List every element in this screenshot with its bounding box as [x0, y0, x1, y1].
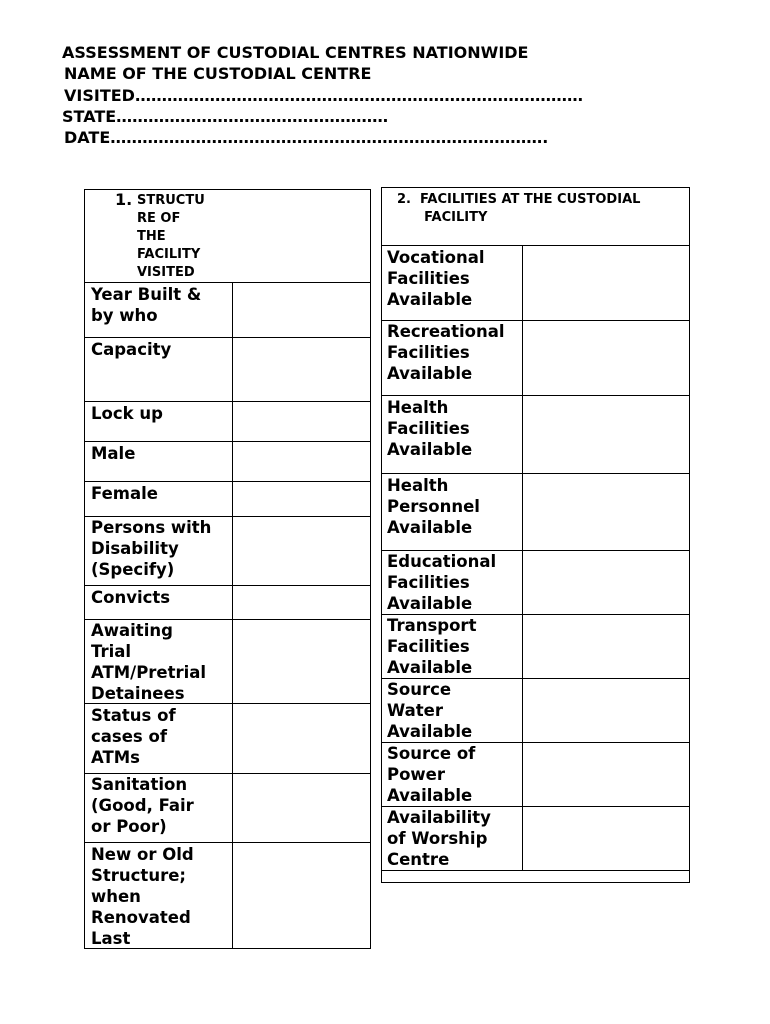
row-status-cases-label: Status of cases of ATMs [91, 706, 176, 767]
input-awaiting-trial[interactable] [233, 620, 370, 703]
input-year-built[interactable] [233, 283, 370, 337]
input-health-personnel[interactable] [523, 474, 689, 550]
row-water-label: Source Water Available [387, 680, 473, 741]
row-worship-label: Availability of Worship Centre [387, 808, 491, 869]
input-vocational[interactable] [523, 246, 689, 320]
input-disability[interactable] [233, 517, 370, 585]
state-field[interactable]: STATE…………………………………………… [62, 107, 389, 126]
input-worship[interactable] [523, 807, 689, 870]
input-educational[interactable] [523, 551, 689, 614]
row-convicts-label: Convicts [91, 588, 171, 607]
input-recreational[interactable] [523, 321, 689, 395]
row-awaiting-trial-label: Awaiting Trial ATM/Pretrial Detainees [91, 621, 207, 703]
input-transport[interactable] [523, 615, 689, 678]
input-male[interactable] [233, 442, 370, 481]
section1-title: STRUCTU RE OF THE FACILITY VISITED [137, 193, 205, 280]
input-female[interactable] [233, 482, 370, 516]
input-sanitation[interactable] [233, 774, 370, 842]
input-status-cases[interactable] [233, 704, 370, 773]
input-water[interactable] [523, 679, 689, 742]
row-disability-label: Persons with Disability (Specify) [91, 518, 212, 579]
row-sanitation-label: Sanitation (Good, Fair or Poor) [91, 775, 194, 836]
row-educational-label: Educational Facilities Available [387, 552, 497, 613]
row-capacity-label: Capacity [91, 340, 172, 359]
row-structure-label: New or Old Structure; when Renovated Last [91, 845, 194, 948]
input-health-facilities[interactable] [523, 396, 689, 473]
row-year-built-label: Year Built & by who [91, 285, 202, 325]
row-recreational-label: Recreational Facilities Available [387, 322, 505, 383]
row-power-label: Source of Power Available [387, 744, 476, 805]
row-female-label: Female [91, 484, 158, 503]
input-power[interactable] [523, 743, 689, 806]
date-field[interactable]: DATE………………………………………………………………………. [64, 128, 549, 147]
input-convicts[interactable] [233, 586, 370, 619]
section2-title: 2. FACILITIES AT THE CUSTODIAL FACILITY [397, 192, 641, 225]
centre-name-label: NAME OF THE CUSTODIAL CENTRE [64, 64, 372, 83]
input-structure[interactable] [233, 843, 370, 948]
section1-number: 1. [115, 190, 133, 209]
visited-field[interactable]: VISITED………………………………………………………………………… [64, 86, 583, 105]
input-capacity[interactable] [233, 338, 370, 401]
input-lock-up[interactable] [233, 402, 370, 441]
row-vocational-label: Vocational Facilities Available [387, 248, 485, 309]
form-title: ASSESSMENT OF CUSTODIAL CENTRES NATIONWIDE [62, 43, 529, 62]
row-male-label: Male [91, 444, 136, 463]
row-health-personnel-label: Health Personnel Available [387, 476, 480, 537]
row-health-facilities-label: Health Facilities Available [387, 398, 473, 459]
row-transport-label: Transport Facilities Available [387, 616, 477, 677]
row-lock-up-label: Lock up [91, 404, 163, 423]
